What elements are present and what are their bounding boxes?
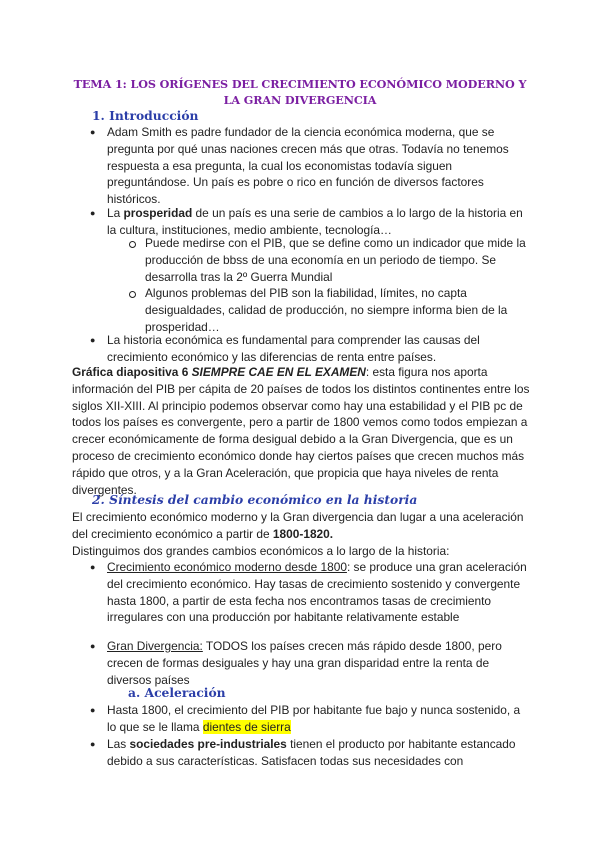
sub-list-item: Puede medirse con el PIB, que se define como un indicador que mide la producción de bbss de una economía en un periodo de tiempo. Se desarrolla tras la 2º Guerra Mundial — [145, 236, 526, 284]
subsection-heading: a. Aceleración — [128, 685, 226, 700]
list-item: Crecimiento económico moderno desde 1800: se produce una gran aceleración del crecimiento económico. Hay tasas de crecimiento sostenido y convergente hasta 1800, a partir de esta fecha nos encontramos tasas de crecimiento irregulares con una producción por habitante relativamente estable — [107, 560, 527, 625]
bullet-icon: ● — [90, 208, 96, 218]
bullet-icon: ● — [90, 641, 96, 651]
circle-bullet-icon — [129, 241, 136, 248]
list-item: Adam Smith es padre fundador de la ciencia económica moderna, que se pregunta por qué unas naciones crecen más que otras. Todavía no tenemos respuesta a esa pregunta, la cual los economistas todavía siguen preguntándose. Un país es pobre o rico en función de diversos factores históricos. — [107, 125, 509, 207]
section-1-heading: 1. Introducción — [92, 108, 199, 123]
sub-list-item: Algunos problemas del PIB son la fiabilidad, límites, no capta desigualdades, calidad de producción, no siempre informa bien de la prosperidad… — [145, 286, 508, 334]
list-item: Gran Divergencia: TODOS los países crecen más rápido desde 1800, pero crecen de formas desiguales y hay una gran disparidad entre la renta de diversos países — [107, 639, 502, 687]
highlighted-text: dientes de sierra — [202, 719, 291, 734]
bullet-icon: ● — [90, 739, 96, 749]
paragraph: Distinguimos dos grandes cambios económicos a lo largo de la historia: — [72, 544, 450, 558]
circle-bullet-icon — [129, 291, 136, 298]
bullet-icon: ● — [90, 335, 96, 345]
list-item: Las sociedades pre-industriales tienen el producto por habitante estancado debido a sus características. Satisfacen todas sus necesidades con — [107, 737, 516, 768]
list-item: La prosperidad de un país es una serie de cambios a lo largo de la historia en la cultura, instituciones, medio ambiente, tecnología… — [107, 206, 523, 237]
bullet-icon: ● — [90, 127, 96, 137]
bullet-icon: ● — [90, 562, 96, 572]
list-item: La historia económica es fundamental para comprender las causas del crecimiento económico y las diferencias de renta entre países. — [107, 333, 480, 364]
paragraph: El crecimiento económico moderno y la Gran divergencia dan lugar a una aceleración del crecimiento económico a partir de 1800-1820. — [72, 510, 524, 541]
list-item: Hasta 1800, el crecimiento del PIB por habitante fue bajo y nunca sostenido, a lo que se le llama dientes de sierra — [107, 703, 521, 734]
section-2-heading: 2. Síntesis del cambio económico en la historia — [92, 492, 418, 507]
document-title: TEMA 1: LOS ORÍGENES DEL CRECIMIENTO ECONÓMICO MODERNO Y LA GRAN DIVERGENCIA — [73, 77, 527, 107]
grafica-paragraph: Gráfica diapositiva 6 SIEMPRE CAE EN EL EXAMEN: esta figura nos aporta información del PIB per cápita de 20 países de todos los distintos continentes entre los siglos XII-XIII. Al principio podemos observar como hay una estabilidad y el PIB pc de todos los países es convergente, pero a partir de 1800 vemos como todos empiezan a crecer económicamente de forma desigual debido a la Gran Divergencia, que es un proceso de crecimiento económico donde hay ciertos países que crecen muchos más rápido que otros, y a la Gran Aceleración, que propicia que haya niveles de renta divergentes. — [72, 365, 530, 497]
bullet-icon: ● — [90, 705, 96, 715]
